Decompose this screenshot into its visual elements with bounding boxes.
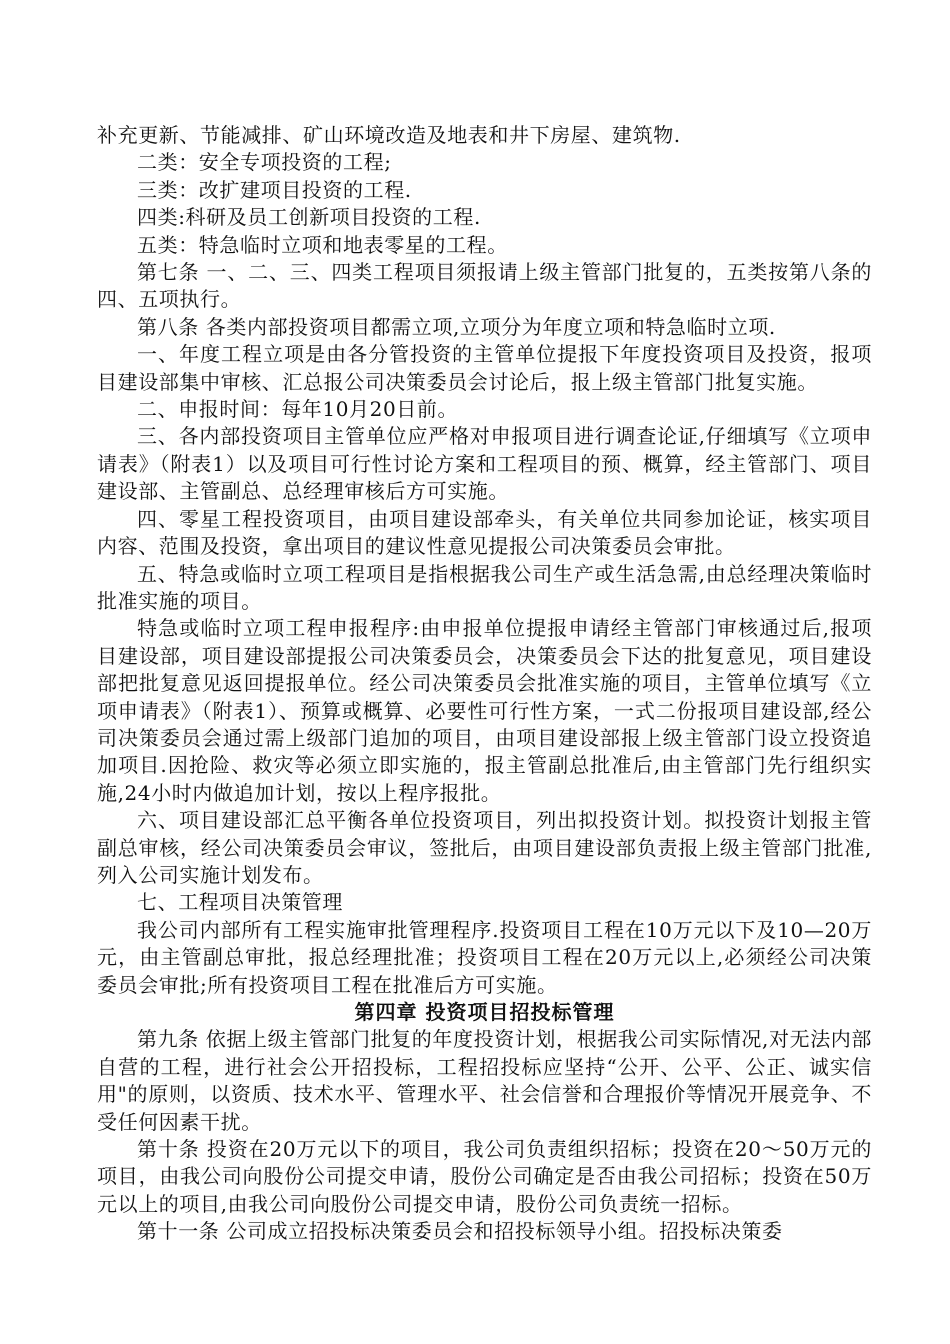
paragraph-item-1: 一、年度工程立项是由各分管投资的主管单位提报下年度投资项目及投资，报项目建设部集中审核、汇总报公司决策委员会讨论后，报上级主管部门批复实施。 xyxy=(97,342,872,394)
paragraph-item-3: 三、各内部投资项目主管单位应严格对申报项目进行调查论证,仔细填写《立项申请表》（附表1）以及项目可行性讨论方案和工程项目的预、概算，经主管部门、项目建设部、主管副总、总经理审核后方可实施。 xyxy=(97,424,872,504)
chapter-heading: 第四章 投资项目招投标管理 xyxy=(354,1000,615,1024)
paragraph-item-6: 六、项目建设部汇总平衡各单位投资项目，列出拟投资计划。拟投资计划报主管副总审核，经公司决策委员会审议，签批后，由项目建设部负责报上级主管部门批准,列入公司实施计划发布。 xyxy=(97,808,872,887)
paragraph-item-4: 四、零星工程投资项目，由项目建设部牵头，有关单位共同参加论证，核实项目内容、范围及投资，拿出项目的建议性意见提报公司决策委员会审批。 xyxy=(97,506,872,559)
paragraph-article-7: 第七条 一、二、三、四类工程项目须报请上级主管部门批复的，五类按第八条的四、五项执行。 xyxy=(97,260,872,312)
paragraph-item-2: 二、申报时间：每年10月20日前。 xyxy=(137,397,459,422)
paragraph-item-7: 七、工程项目决策管理 xyxy=(137,890,343,915)
paragraph-item-5: 五、特急或临时立项工程项目是指根据我公司生产或生活急需,由总经理决策临时批准实施的项目。 xyxy=(97,561,872,613)
paragraph-article-8: 第八条 各类内部投资项目都需立项,立项分为年度立项和特急临时立项. xyxy=(137,314,776,339)
paragraph-approval-procedure: 我公司内部所有工程实施审批管理程序.投资项目工程在10万元以下及10—20万元，由主管副总审批，报总经理批准；投资项目工程在20万元以上,必须经公司决策委员会审批;所有投资项目工程在批准后方可实施。 xyxy=(97,917,872,997)
paragraph-article-10: 第十条 投资在20万元以下的项目，我公司负责组织招标；投资在20～50万元的项目，由我公司向股份公司提交申请，股份公司确定是否由我公司招标；投资在50万元以上的项目,由我公司向股份公司提交申请，股份公司负责统一招标。 xyxy=(97,1137,872,1216)
document-page xyxy=(97,122,872,1246)
paragraph-category-3: 三类：改扩建项目投资的工程. xyxy=(137,177,412,202)
paragraph-category-5: 五类：特急临时立项和地表零星的工程。 xyxy=(137,232,508,257)
paragraph-article-9: 第九条 依据上级主管部门批复的年度投资计划，根据我公司实际情况,对无法内部自营的工程，进行社会公开招投标，工程招投标应坚持“公开、公平、公正、诚实信用"的原则，以资质、技术水平、管理水平、社会信誉和合理报价等情况开展竞争、不受任何因素干扰。 xyxy=(97,1027,872,1134)
paragraph-category-4: 四类:科研及员工创新项目投资的工程. xyxy=(137,205,481,230)
paragraph-urgent-procedure: 特急或临时立项工程申报程序:由申报单位提报申请经主管部门审核通过后,报项目建设部，项目建设部提报公司决策委员会，决策委员会下达的批复意见，项目建设部把批复意见返回提报单位。经公司决策委员会批准实施的项目，主管单位填写《立项申请表》（附表1）、预算或概算、必要性可行性方案，一式二份报项目建设部,经公司决策委员会通过需上级部门追加的项目，由项目建设部报上级主管部门设立投资追加项目.因抢险、救灾等必须立即实施的，报主管副总批准后,由主管部门先行组织实施,24小时内做追加计划，按以上程序报批。 xyxy=(97,616,872,805)
paragraph-category-2: 二类：安全专项投资的工程; xyxy=(137,150,392,175)
paragraph-article-11: 第十一条 公司成立招投标决策委员会和招投标领导小组。招投标决策委 xyxy=(137,1219,783,1244)
paragraph-continuation: 补充更新、节能减排、矿山环境改造及地表和井下房屋、建筑物. xyxy=(97,123,681,147)
